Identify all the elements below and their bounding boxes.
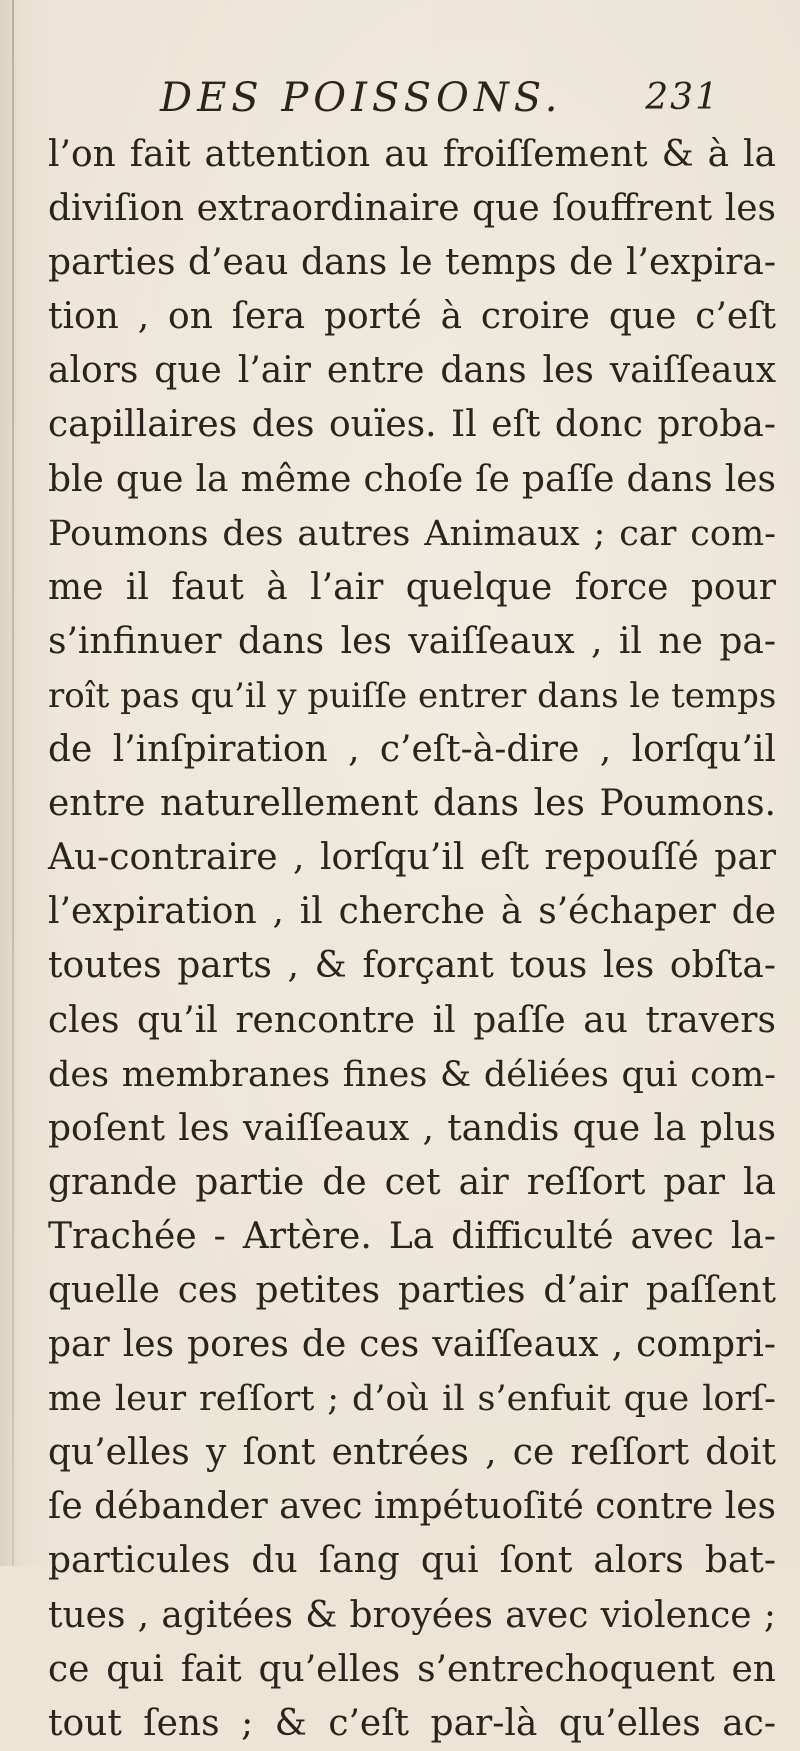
- text-line: tion , on ſera porté à croire que c’eſt: [48, 296, 776, 338]
- text-line: Trachée - Artère. La difficulté avec la-: [48, 1215, 776, 1257]
- text-line: s’infinuer dans les vaiſſeaux , il ne pa-: [48, 620, 776, 662]
- running-header: [160, 72, 720, 124]
- text-line: grande partie de cet air reſſort par la: [48, 1161, 776, 1203]
- running-title: DES POISSONS.: [160, 75, 563, 121]
- text-line: roît pas qu’il y puiſſe entrer dans le temps: [48, 675, 777, 716]
- text-line: tout ſens ; & c’eſt par-là qu’elles ac-: [48, 1702, 776, 1744]
- text-line: de l’inſpiration , c’eſt-à-dire , lorſqu’il: [48, 729, 776, 771]
- text-line: entre naturellement dans les Poumons.: [48, 783, 776, 825]
- page-gutter: [12, 0, 14, 1566]
- text-line: Au-contraire , lorſqu’il eſt repouſſé par: [48, 837, 776, 879]
- text-line: des membranes fines & déliées qui com-: [48, 1054, 776, 1095]
- text-line: Poumons des autres Animaux ; car com-: [48, 513, 776, 554]
- page-number: 231: [645, 77, 720, 118]
- text-line: diviſion extraordinaire que ſouffrent les: [48, 188, 776, 230]
- text-line: par les pores de ces vaiſſeaux , compri-: [48, 1324, 776, 1366]
- text-line: qu’elles y ſont entrées , ce reſſort doit: [48, 1432, 776, 1474]
- text-line: capillaires des ouïes. Il eſt donc proba-: [48, 404, 776, 446]
- text-line: l’expiration , il cherche à s’échaper de: [48, 891, 776, 933]
- text-line: tues , agitées & broyées avec violence ;: [48, 1594, 776, 1636]
- text-line: toutes parts , & forçant tous les obſta-: [48, 945, 776, 987]
- text-line: parties d’eau dans le temps de l’expira-: [48, 242, 776, 284]
- text-line: quelle ces petites parties d’air paſſent: [48, 1269, 776, 1311]
- text-line: alors que l’air entre dans les vaiſſeaux: [48, 350, 776, 392]
- text-line: ble que la même choſe ſe paſſe dans les: [48, 458, 776, 500]
- text-line: ce qui fait qu’elles s’entrechoquent en: [48, 1648, 776, 1690]
- text-line: l’on fait attention au froiſſement & à la: [48, 134, 776, 175]
- body-text: [48, 128, 776, 1751]
- text-line: particules du ſang qui ſont alors bat-: [48, 1540, 776, 1582]
- text-line: me il faut à l’air quelque force pour: [48, 566, 776, 608]
- text-line: poſent les vaiſſeaux , tandis que la plus: [48, 1107, 776, 1149]
- text-line: cles qu’il rencontre il paſſe au travers: [48, 999, 776, 1041]
- text-line: me leur reſſort ; d’où il s’enfuit que lorſ-: [48, 1379, 776, 1420]
- text-line: ſe débander avec impétuoſité contre les: [48, 1486, 776, 1528]
